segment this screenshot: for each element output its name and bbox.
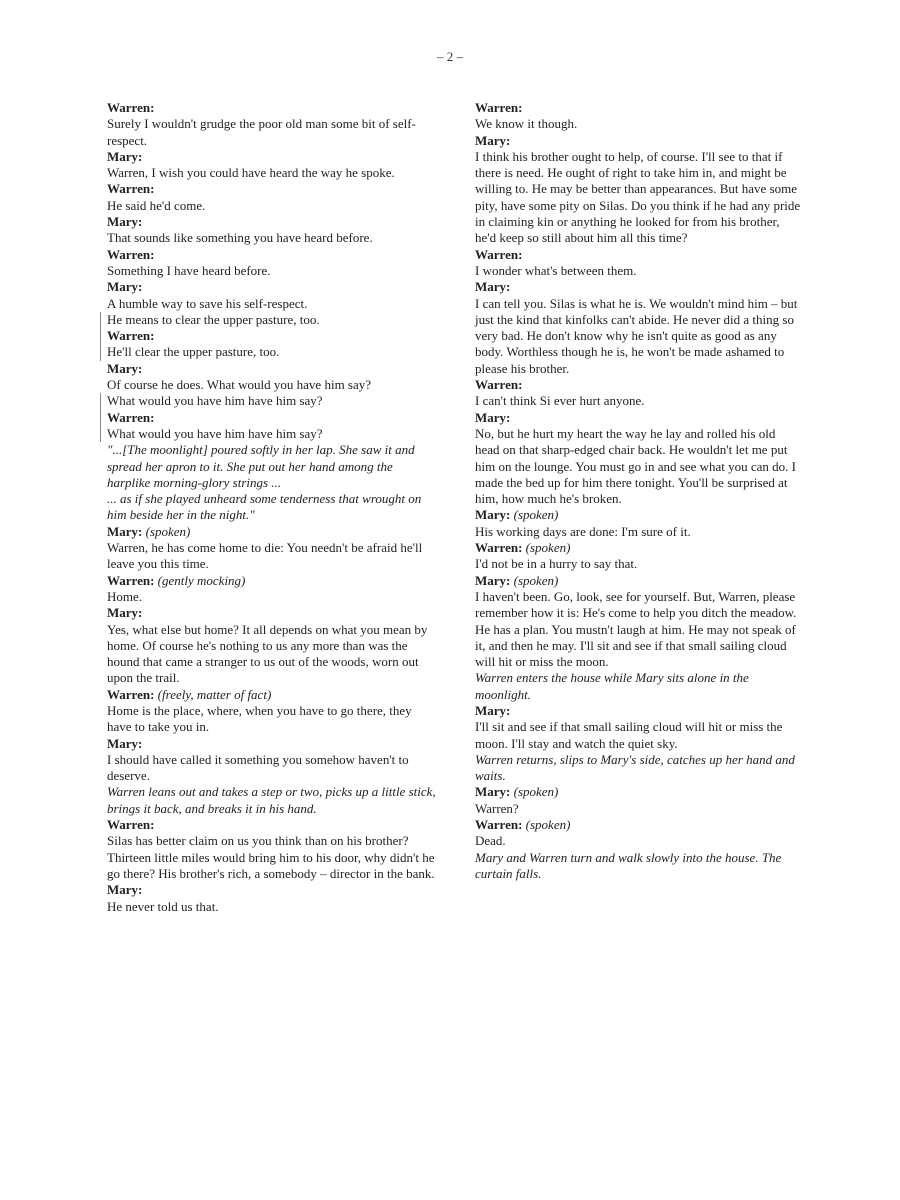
stage-note: (freely, matter of fact) bbox=[157, 686, 272, 702]
speaker-line bbox=[475, 573, 803, 589]
dialogue-line: Silas has better claim on us you think than on his brother? Thirteen little miles would bring him to his door, why didn't he go there? His brother's rich, a somebody – director in the bank. bbox=[107, 833, 435, 881]
dialogue-line: His working days are done: I'm sure of it. bbox=[475, 523, 691, 539]
dialogue-line: Surely I wouldn't grudge the poor old man some bit of self-respect. bbox=[107, 116, 416, 148]
speaker-line bbox=[107, 882, 437, 898]
speaker-name: Warren: bbox=[107, 572, 155, 588]
dialogue-line: I'll sit and see if that small sailing cloud will hit or miss the moon. I'll stay and watch the quiet sky. bbox=[475, 719, 783, 751]
speaker-name: Mary: bbox=[475, 507, 511, 523]
speaker-name: Warren: bbox=[107, 409, 155, 425]
dialogue-line: I should have called it something you somehow haven't to deserve. bbox=[107, 751, 409, 784]
stage-note: (spoken) bbox=[525, 540, 571, 556]
speaker-line bbox=[475, 410, 803, 426]
dialogue-line: I can tell you. Silas is what he is. We wouldn't mind him – but just the kind that kinfolks can't abide. He never did a thing so very bad. He don't know why he isn't quite as good as any body. Worthless though he is, he won't be made ashamed to please his brother. bbox=[475, 295, 798, 376]
speaker-line bbox=[475, 133, 803, 149]
stage-note: (spoken) bbox=[525, 817, 571, 833]
speaker-line bbox=[107, 181, 437, 197]
stage-note: (gently mocking) bbox=[157, 572, 246, 588]
speaker-name: Mary: bbox=[107, 523, 143, 539]
speaker-name: Warren: bbox=[475, 100, 523, 115]
speaker-name: Warren: bbox=[107, 328, 155, 344]
speaker-line bbox=[475, 784, 803, 800]
speaker-line bbox=[107, 247, 437, 263]
dialogue-line: He means to clear the upper pasture, too. bbox=[100, 312, 437, 328]
dialogue-line: Warren, I wish you could have heard the way he spoke. bbox=[107, 165, 395, 181]
speaker-line bbox=[107, 573, 437, 589]
stage-note: (spoken) bbox=[513, 507, 559, 523]
speaker-name: Warren: bbox=[107, 100, 155, 115]
dialogue-line: Warren, he has come home to die: You needn't be afraid he'll leave you this time. bbox=[107, 540, 423, 572]
speaker-line bbox=[475, 817, 803, 833]
dialogue-line: No, but he hurt my heart the way he lay and rolled his old head on that sharp-edged chair back. He wouldn't let me put him on the lounge. You must go in and see what you can do. I made the bed up for him there tonight. You'll be surprised at him, how much he's broken. bbox=[475, 425, 796, 507]
stage-note: (spoken) bbox=[513, 784, 559, 800]
speaker-line bbox=[100, 328, 437, 344]
dialogue-line: I haven't been. Go, look, see for yourself. But, Warren, please remember how it is: He's come to help you ditch the meadow. He has a plan. You mustn't laugh at him. He may not speak of it, and then he may. I'll sit and see if that small sailing cloud will hit or miss the moon. bbox=[475, 588, 797, 670]
dialogue-line: A humble way to save his self-respect. bbox=[107, 295, 308, 311]
speaker-line bbox=[107, 605, 437, 621]
stage-direction: ... as if she played unheard some tenderness that wrought on him beside her in the night." bbox=[107, 491, 422, 523]
stage-direction: Warren leans out and takes a step or two, picks up a little stick, brings it back, and breaks it in his hand. bbox=[107, 784, 436, 816]
speaker-line bbox=[107, 279, 437, 295]
page-number: – 2 – bbox=[437, 49, 463, 64]
stage-direction: Warren returns, slips to Mary's side, catches up her hand and waits. bbox=[475, 751, 795, 784]
speaker-name: Mary: bbox=[107, 148, 143, 164]
speaker-name: Mary: bbox=[475, 784, 511, 800]
dialogue-line: Of course he does. What would you have him say? bbox=[107, 377, 372, 393]
dialogue-line: He said he'd come. bbox=[107, 197, 206, 213]
dialogue-line: Warren? bbox=[475, 800, 519, 816]
speaker-name: Mary: bbox=[107, 214, 143, 230]
speaker-name: Warren: bbox=[107, 181, 155, 197]
speaker-name: Mary: bbox=[475, 132, 511, 148]
speaker-line bbox=[100, 410, 437, 426]
speaker-line bbox=[475, 247, 803, 263]
dialogue-line: Dead. bbox=[475, 833, 506, 849]
speaker-line bbox=[475, 507, 803, 523]
stage-note: (spoken) bbox=[513, 572, 559, 588]
stage-direction: "...[The moonlight] poured softly in her lap. She saw it and spread her apron to it. She put out her hand among the harplike morning-glory strings ... bbox=[107, 442, 415, 490]
speaker-line bbox=[475, 703, 803, 719]
dialogue-line: Home. bbox=[107, 588, 143, 604]
stage-note: (spoken) bbox=[145, 523, 191, 539]
speaker-name: Warren: bbox=[107, 246, 155, 262]
speaker-name: Mary: bbox=[107, 360, 143, 376]
speaker-line bbox=[107, 687, 437, 703]
speaker-line bbox=[475, 377, 803, 393]
speaker-name: Mary: bbox=[107, 882, 143, 898]
speaker-name: Warren: bbox=[107, 817, 155, 833]
speaker-line bbox=[107, 149, 437, 165]
dialogue-line: I think his brother ought to help, of course. I'll see to that if there is need. He ought of right to take him in, and might be willing to. He may be better than appearances. But have some pity, have some pity on Silas. Do you think if he had any pride in claiming kin or anything he looked for from his brother, he'd keep so still about him all this time? bbox=[475, 148, 801, 246]
speaker-name: Warren: bbox=[475, 817, 523, 833]
speaker-name: Warren: bbox=[475, 246, 523, 262]
speaker-line bbox=[475, 279, 803, 295]
dialogue-line: I wonder what's between them. bbox=[475, 262, 637, 278]
dialogue-line: I'd not be in a hurry to say that. bbox=[475, 556, 638, 572]
script-column-right bbox=[475, 100, 803, 882]
dialogue-line: What would you have him have him say? bbox=[100, 393, 437, 409]
speaker-name: Warren: bbox=[475, 540, 523, 556]
dialogue-line: He'll clear the upper pasture, too. bbox=[100, 344, 437, 360]
speaker-line bbox=[107, 100, 437, 116]
dialogue-line: Home is the place, where, when you have to go there, they have to take you in. bbox=[107, 702, 412, 735]
speaker-line bbox=[475, 540, 803, 556]
dialogue-line: Something I have heard before. bbox=[107, 262, 271, 278]
dialogue-line: We know it though. bbox=[475, 116, 578, 132]
dialogue-line: That sounds like something you have heard before. bbox=[107, 230, 373, 246]
dialogue-line: I can't think Si ever hurt anyone. bbox=[475, 393, 645, 409]
speaker-line bbox=[107, 214, 437, 230]
speaker-name: Mary: bbox=[475, 702, 511, 718]
dialogue-line: What would you have him have him say? bbox=[100, 426, 437, 442]
dialogue-line: He never told us that. bbox=[107, 898, 219, 914]
speaker-name: Mary: bbox=[475, 572, 511, 588]
dialogue-line: Yes, what else but home? It all depends on what you mean by home. Of course he's nothing to us any more than was the hound that came a stranger to us out of the woods, worn out upon the trail. bbox=[107, 621, 428, 686]
stage-direction: Warren enters the house while Mary sits alone in the moonlight. bbox=[475, 670, 749, 702]
speaker-line bbox=[107, 817, 437, 833]
speaker-line bbox=[107, 361, 437, 377]
speaker-name: Mary: bbox=[475, 409, 511, 425]
speaker-name: Warren: bbox=[107, 686, 155, 702]
speaker-line bbox=[107, 736, 437, 752]
speaker-name: Mary: bbox=[107, 735, 143, 751]
speaker-line bbox=[475, 100, 803, 116]
speaker-name: Mary: bbox=[475, 279, 511, 295]
speaker-line bbox=[107, 524, 437, 540]
stage-direction: Mary and Warren turn and walk slowly into the house. The curtain falls. bbox=[475, 849, 782, 881]
speaker-name: Mary: bbox=[107, 605, 143, 621]
script-column-left bbox=[107, 100, 437, 915]
speaker-name: Mary: bbox=[107, 279, 143, 295]
speaker-name: Warren: bbox=[475, 377, 523, 393]
